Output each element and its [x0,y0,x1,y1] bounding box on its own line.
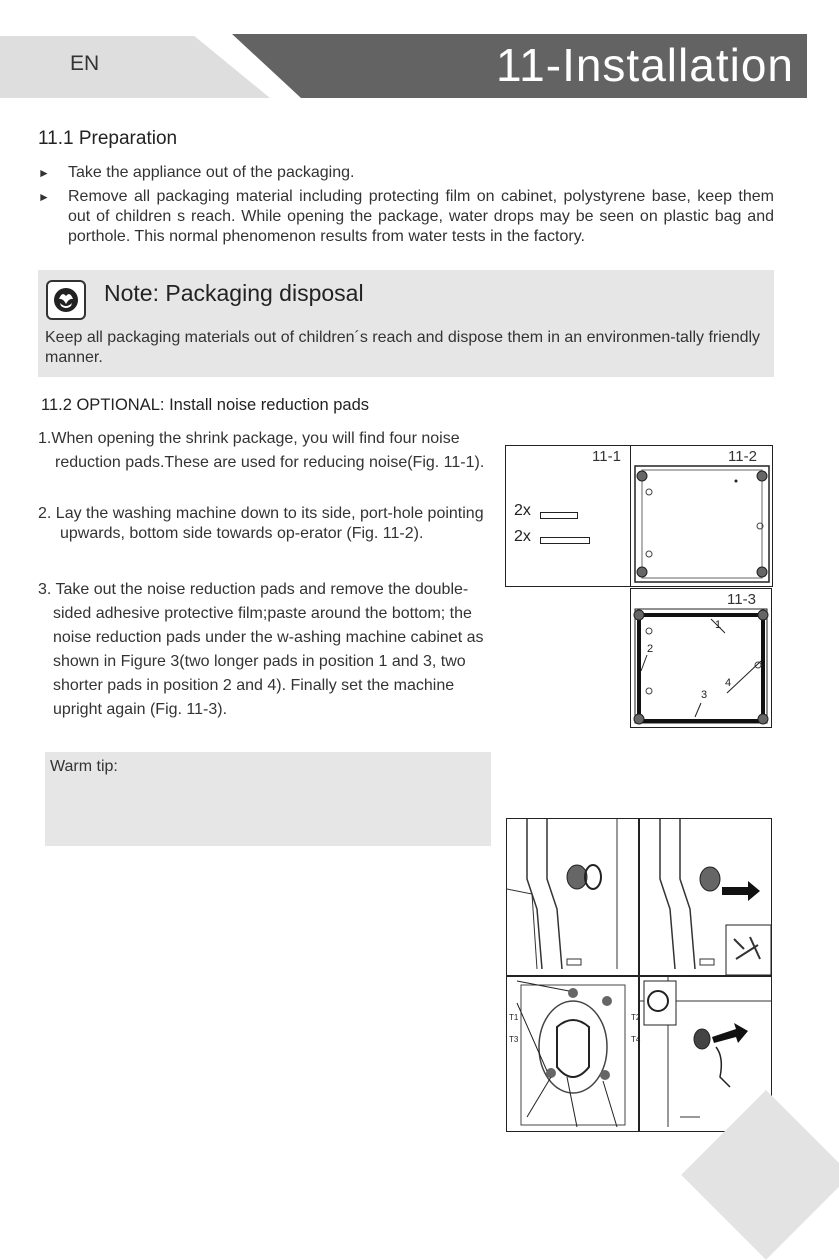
chapter-title: 11-Installation [496,39,794,91]
panel-pull-bolt [640,819,771,975]
note-title: Note: Packaging disposal [104,280,364,306]
header-left-band [0,36,270,98]
bolt-label-t1: T1 [509,1013,519,1022]
figure-label-11-2: 11-2 [728,448,757,465]
panel-unscrew-bolt [507,819,638,975]
bullet-marker: ► [38,190,50,204]
position-label-3: 3 [701,689,708,701]
bolt-label-t4: T4 [631,1035,641,1044]
panel-bolt-positions [507,977,641,1131]
short-pad-shape [540,512,578,519]
machine-bottom-view [632,464,772,584]
section-title-noise-pads: 11.2 OPTIONAL: Install noise reduction pads [41,396,370,414]
step-3: 3. Take out the noise reduction pads and remove the double-sided adhesive protective film;paste around the bottom; the noise reduction pads under the w-ashing machine cabinet as shown in Figure 3(two longer pads in position 1 and 3, two shorter pads in position 2 and 4). Finally set the machine upright again (Fig. 11-3). [38,581,484,718]
long-pad-shape [540,537,590,544]
figure-label-11-1: 11-1 [592,448,621,465]
warm-tip-label: Warm tip: [50,758,118,775]
warm-tip-box [45,752,491,846]
language-label: EN [70,52,100,75]
position-label-2: 2 [647,643,654,655]
section-title-preparation: 11.1 Preparation [38,128,178,149]
pad-quantity-short: 2x [514,502,531,519]
note-box [38,270,774,377]
figure-label-11-3: 11-3 [727,591,756,608]
note-body: Keep all packaging materials out of children´s reach and dispose them in an environmen-tally friendly manner. [45,329,761,366]
bolt-label-t2: T2 [631,1013,641,1022]
bullet-text: Take the appliance out of the packaging. [68,164,355,181]
recycle-leaf-icon [46,280,86,320]
bullet-text: Remove all packaging material including protecting film on cabinet, polystyrene base, keep them out of children s reach. While opening the package, water drops may be seen on plastic bag and porthole. This normal phenomenon results from water tests in the factory. [68,188,774,245]
figure-11-3 [630,588,772,728]
figure-11-1-11-2 [505,445,773,587]
transport-bolt-figure [506,818,772,1132]
pad-positions-diagram [631,607,771,727]
bullet-item [38,187,774,247]
figure-divider [630,446,631,586]
bullet-item [38,163,774,183]
bolt-label-t3: T3 [509,1035,519,1044]
step-2: 2. Lay the washing machine down to its side, port-hole pointing upwards, bottom side towards op-erator (Fig. 11-2). [38,505,484,542]
step-1: 1.When opening the shrink package, you will find four noise reduction pads.These are used for reducing noise(Fig. 11-1). [38,430,485,471]
position-label-1: 1 [715,619,722,631]
pad-quantity-long: 2x [514,528,531,545]
position-label-4: 4 [725,677,732,689]
bullet-marker: ► [38,166,50,180]
